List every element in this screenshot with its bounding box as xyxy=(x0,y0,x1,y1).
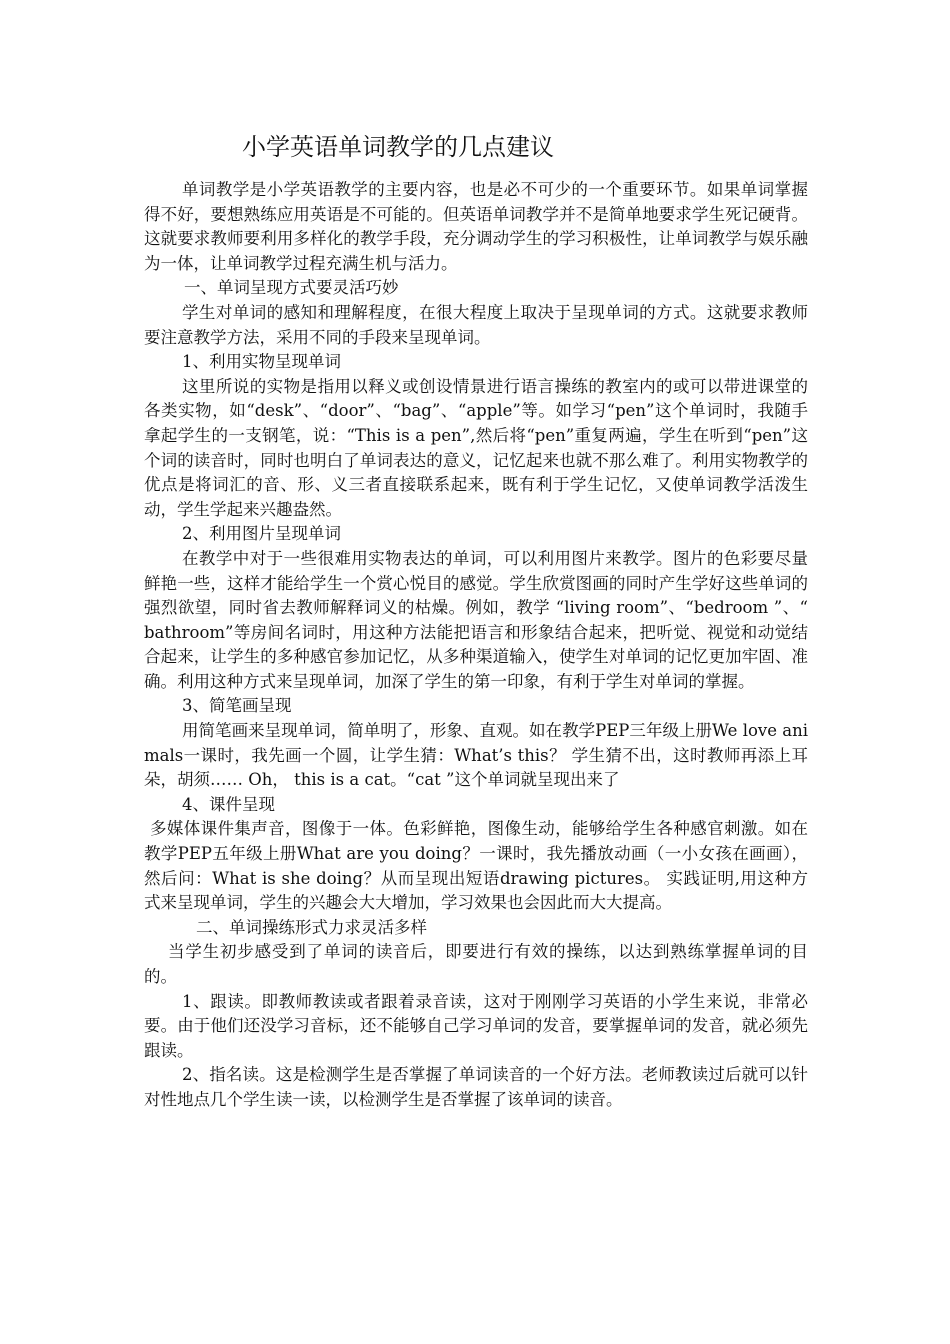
section2-item1-body: 1、跟读。即教师教读或者跟着录音读，这对于刚刚学习英语的小学生来说，非常必要。由于他们还没学习音标，还不能够自己学习单词的发音，要掌握单词的发音，就必须先跟读。 xyxy=(144,991,808,1060)
section2-heading: 二、单词操练形式力求灵活多样 xyxy=(196,917,427,937)
section1-item3-body: 用简笔画来呈现单词，简单明了，形象、直观。如在教学PEP三年级上册We love animals一课时，我先画一个圆，让学生猜：What’s this？ 学生猜不出，这时教师再添上耳朵，胡须…… Oh， this is a cat。“cat ”这个单词就呈现出来了 xyxy=(144,721,808,790)
section1-item3-heading: 3、简笔画呈现 xyxy=(182,696,292,716)
section1-item4-body: 多媒体课件集声音，图像于一体。色彩鲜艳，图像生动，能够给学生各种感官刺激。如在教学PEP五年级上册What are you doing？一课时，我先播放动画（一小女孩在画画），然后问：What is she doing？从而呈现出短语drawing pictures。 实践证明,用这种方式来呈现单词，学生的兴趣会大大增加，学习效果也会因此而大大提高。 xyxy=(144,819,808,913)
section1-item4-heading: 4、课件呈现 xyxy=(182,794,275,814)
section2-body: 当学生初步感受到了单词的读音后，即要进行有效的操练，以达到熟练掌握单词的目的。 xyxy=(144,942,808,986)
document-title: 小学英语单词教学的几点建议 xyxy=(242,133,554,161)
section1-item2-heading: 2、利用图片呈现单词 xyxy=(182,524,341,544)
section1-item1-body: 这里所说的实物是指用以释义或创设情景进行语言操练的教室内的或可以带进课堂的各类实物，如“desk”、“door”、“bag”、“apple”等。如学习“pen”这个单词时，我随手拿起学生的一支钢笔，说：“This is a pen”,然后将“pen”重复两遍，学生在听到“pen”这个词的读音时，同时也明白了单词表达的意义，记忆起来也就不那么难了。利用实物教学的优点是将词汇的音、形、义三者直接联系起来，既有利于学生记忆，又使单词教学活泼生动，学生学起来兴趣盎然。 xyxy=(144,376,808,519)
section2-item2-body: 2、指名读。这是检测学生是否掌握了单词读音的一个好方法。老师教读过后就可以针对性地点几个学生读一读，以检测学生是否掌握了该单词的读音。 xyxy=(144,1065,808,1109)
intro-paragraph: 单词教学是小学英语教学的主要内容，也是必不可少的一个重要环节。如果单词掌握得不好，要想熟练应用英语是不可能的。但英语单词教学并不是简单地要求学生死记硬背。这就要求教师要利用多样化的教学手段，充分调动学生的学习积极性，让单词教学与娱乐融为一体，让单词教学过程充满生机与活力。 xyxy=(144,180,808,273)
section1-body: 学生对单词的感知和理解程度，在很大程度上取决于呈现单词的方式。这就要求教师要注意教学方法，采用不同的手段来呈现单词。 xyxy=(144,302,808,347)
section1-heading: 一、单词呈现方式要灵活巧妙 xyxy=(184,278,399,298)
section1-item1-heading: 1、利用实物呈现单词 xyxy=(182,352,341,372)
document-page xyxy=(144,130,808,1113)
section1-item2-body: 在教学中对于一些很难用实物表达的单词，可以利用图片来教学。图片的色彩要尽量鲜艳一些，这样才能给学生一个赏心悦目的感觉。学生欣赏图画的同时产生学好这些单词的强烈欲望，同时省去教师解释词义的枯燥。例如，教学 “living room”、“bedroom ”、“ bathroom”等房间名词时，用这种方法能把语言和形象结合起来，把听觉、视觉和动觉结合起来，让学生的多种感官参加记忆，从多种渠道输入，使学生对单词的记忆更加牢固、准确。利用这种方式来呈现单词，加深了学生的第一印象，有利于学生对单词的掌握。 xyxy=(144,548,808,691)
